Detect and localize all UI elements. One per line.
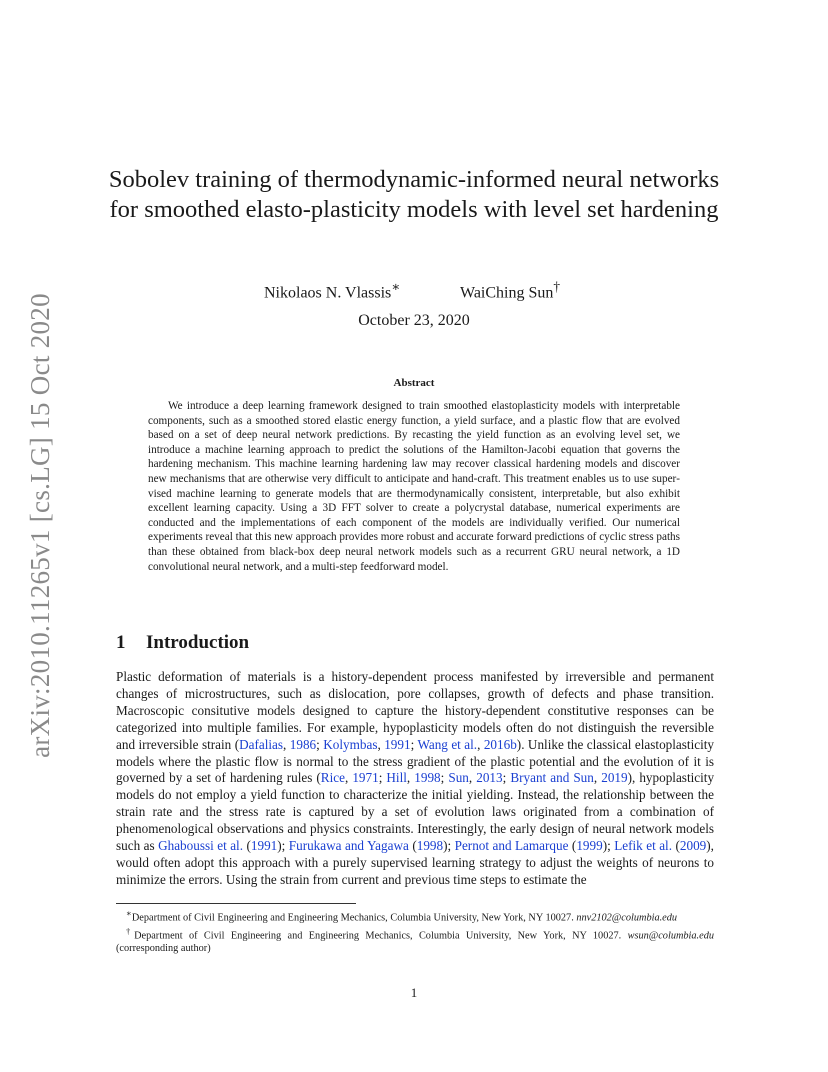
body-text: ;: [316, 736, 324, 752]
body-text: ;: [502, 770, 511, 786]
body-text: ,: [283, 736, 290, 752]
section-number: 1: [116, 632, 126, 653]
citation-link[interactable]: 2016b: [483, 736, 517, 752]
footnotes: [116, 907, 714, 955]
introduction-paragraph: [116, 669, 714, 889]
abstract-heading: Abstract: [393, 377, 435, 389]
body-text: ,: [468, 770, 477, 786]
body-text: (: [672, 838, 680, 854]
body-text: );: [602, 838, 615, 854]
citation-link[interactable]: 1991: [384, 736, 411, 752]
body-text: ,: [593, 770, 602, 786]
body-text: ;: [440, 770, 449, 786]
citation-link[interactable]: 1991: [250, 838, 278, 854]
footnote-1-email[interactable]: nnv2102@columbia.edu: [576, 912, 678, 924]
citation-link[interactable]: Kolymbas: [323, 736, 378, 752]
body-text: (: [568, 838, 577, 854]
body-text: Plastic deformation of materials is a history-dependent process manifested by irreversible and permanent changes of microstructures, such as dislocation, pore collapses, growth of defects and phase transition. Macroscopic consitutive models designed to capture the history-dependent constitutive responses can be categorized into multiple families. For example, hypoplasticity models often do not distinguish the reversible and irreversible strain (: [116, 669, 714, 752]
author-2: [460, 279, 560, 302]
footnote-2-text: Department of Civil Engineering and Engineering Mechanics, Columbia University, New York, NY 10027.: [134, 930, 622, 942]
citation-link[interactable]: Sun: [448, 770, 469, 786]
author-2-name: WaiChing Sun: [460, 284, 554, 302]
citation-link[interactable]: 1971: [352, 770, 379, 786]
footnote-2-mark: †: [126, 925, 135, 936]
author-2-mark: †: [553, 279, 561, 294]
citation-link[interactable]: 1986: [289, 736, 317, 752]
page-number: 1: [410, 985, 418, 1000]
citation-link[interactable]: Pernot and Lamarque: [454, 838, 569, 854]
body-text: ,: [377, 736, 385, 752]
footnote-2-suffix: (corresponding author): [116, 943, 211, 955]
footnote-1: [116, 907, 714, 924]
paper-title: Sobolev training of thermodynamic-informed neural networks for smoothed elasto-plasticity models with level set hardening: [108, 166, 720, 223]
citation-link[interactable]: 1998: [416, 838, 444, 854]
section-title: Introduction: [146, 632, 250, 653]
section-heading-introduction: [116, 632, 249, 654]
footnote-1-mark: ∗: [126, 908, 132, 918]
body-text: (: [243, 838, 251, 854]
citation-link[interactable]: Furukawa and Yagawa: [288, 838, 409, 854]
citation-link[interactable]: 1998: [414, 770, 441, 786]
citation-link[interactable]: Rice: [320, 770, 345, 786]
footnote-2-email[interactable]: wsun@columbia.edu: [627, 930, 715, 942]
citation-link[interactable]: Bryant and Sun: [510, 770, 594, 786]
body-text: );: [443, 838, 455, 854]
body-text: ,: [344, 770, 353, 786]
citation-link[interactable]: Ghaboussi et al.: [158, 838, 244, 854]
publication-date: October 23, 2020: [358, 312, 470, 329]
citation-link[interactable]: 2009: [679, 838, 707, 854]
author-1-name: Nikolaos N. Vlassis: [264, 284, 392, 302]
footnote-1-text: Department of Civil Engineering and Engineering Mechanics, Columbia University, New York, NY 10027.: [131, 912, 574, 924]
citation-link[interactable]: 1999: [576, 838, 603, 854]
body-text: );: [277, 838, 289, 854]
citation-link[interactable]: Lefik et al.: [614, 838, 673, 854]
body-text: ,: [406, 770, 415, 786]
footnote-2: [116, 925, 714, 955]
arxiv-stamp: [20, 290, 60, 760]
citation-link[interactable]: Hill: [386, 770, 407, 786]
body-text: ), hypoplasticity models do not employ a yield function to characterize the initial yielding. Instead, the relationship between the strain rate and the stress rate is captured by a set of evolution laws originated from a combination of phenomenological observations and physics constraints. Interestingly, the early design of neural network models such as: [116, 770, 715, 854]
body-text: ). Unlike the classical elastoplasticity models where the plastic flow is normal to the stress gradient of the plastic potential and the evolution of it is governed by a set of hardening rules (: [116, 736, 715, 786]
body-text: ;: [378, 770, 387, 786]
arxiv-identifier: arXiv:2010.11265v1 [cs.LG] 15 Oct 2020: [24, 292, 55, 758]
body-text: ;: [410, 736, 418, 752]
citation-link[interactable]: 2019: [601, 770, 628, 786]
author-1-mark: ∗: [391, 279, 401, 294]
citation-link[interactable]: 2013: [476, 770, 503, 786]
abstract-text: We introduce a deep learning framework designed to train smoothed elastoplasticity models with interpretable components, such as a smoothed stored elastic energy function, a yield surface, and a plastic flow that are evolved based on a set of deep neural network predictions. By recasting the yield function as an evolving level set, we introduce a machine learning approach to predict the solutions of the Hamilton-Jacobi equation that governs the hardening mechanism. This machine learning hardening law may recover classical hardening models and discover new mechanisms that are otherwise very difficult to anticipate and hand-craft. This treatment enables us to use supervised machine learning to generate models that are thermodynamically consistent, interpretable, but also exhibit excellent learning capacity. Using a 3D FFT solver to create a polycrystal database, numerical experiments are conducted and the implementations of each component of the models are individually verified. Our numerical experiments reveal that this new approach provides more robust and accurate forward predictions of cyclic stress paths than these obtained from black-box deep neural network models such as a recurrent GRU neural network, a 1D convolutional neural network, and a multi-step feedforward model.: [148, 400, 680, 573]
author-1: [264, 279, 400, 302]
body-text: ), would often adopt this approach with a purely supervised learning strategy to adjust the weights of neurons to minimize the errors. Using the strain from current and previous time steps to estimate the: [116, 838, 714, 887]
citation-link[interactable]: Dafalias: [239, 736, 284, 752]
body-text: (: [408, 838, 417, 854]
citation-link[interactable]: Wang et al.: [417, 736, 478, 752]
footnote-divider: [116, 903, 356, 904]
body-text: ,: [477, 736, 484, 752]
